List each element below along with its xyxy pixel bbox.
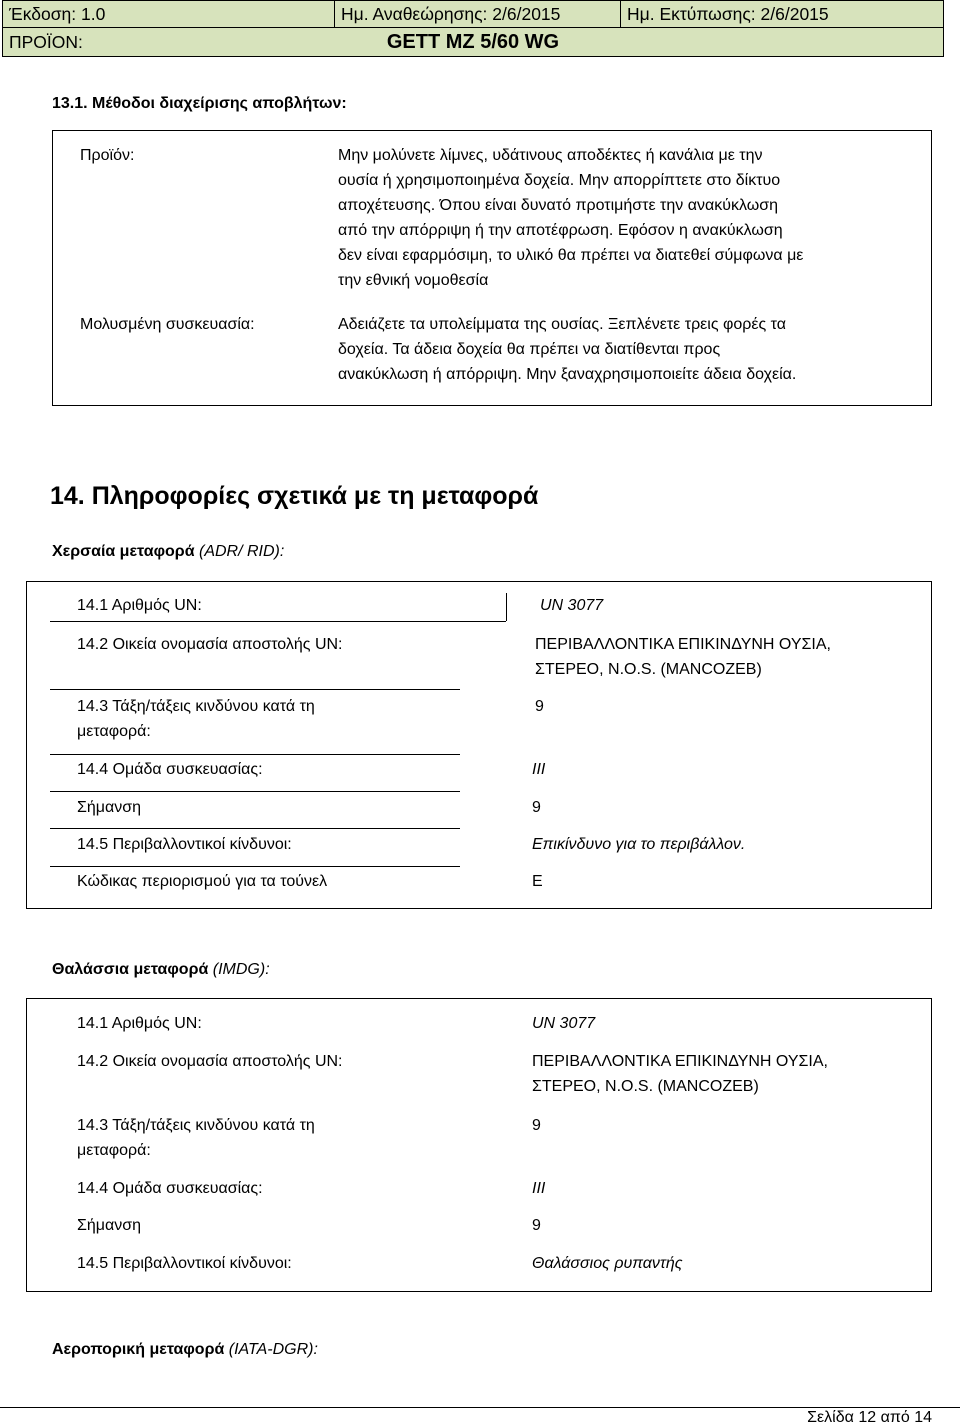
sea-mark-value: 9 bbox=[532, 1217, 541, 1234]
sea-transport-heading bbox=[52, 961, 270, 979]
land-mark-value: 9 bbox=[532, 799, 541, 816]
sea-heading-bold: Θαλάσσια μεταφορά bbox=[52, 961, 209, 978]
land-un-label: 14.1 Αριθμός UN: bbox=[77, 597, 202, 614]
header-row-2 bbox=[2, 27, 944, 57]
sea-name-value: ΣΤΕΡΕΟ, N.O.S. (MANCOZEB) bbox=[532, 1078, 759, 1095]
sea-name-value: ΠΕΡΙΒΑΛΛΟΝΤΙΚΑ ΕΠΙΚΙΝΔΥΝΗ ΟΥΣΙΑ, bbox=[532, 1053, 828, 1070]
header-divider bbox=[620, 1, 621, 27]
air-heading-bold: Αεροπορική μεταφορά bbox=[52, 1341, 225, 1358]
sea-un-value: UN 3077 bbox=[532, 1015, 596, 1032]
product-line: από την απόρριψη ή την αποτέφρωση. Εφόσον η ανακύκλωση bbox=[338, 222, 783, 239]
section-13-title: 13.1. Μέθοδοι διαχείρισης αποβλήτων: bbox=[52, 95, 347, 112]
packaging-line: ανακύκλωση ή απόρριψη. Μην ξαναχρησιμοποιείτε άδεια δοχεία. bbox=[338, 366, 797, 383]
land-group-value: III bbox=[532, 761, 546, 778]
air-heading-italic: (IATA-DGR): bbox=[228, 1341, 318, 1358]
waste-methods-box bbox=[52, 130, 932, 406]
product-label: ΠΡΟΪΟΝ: bbox=[9, 31, 83, 52]
row-divider bbox=[50, 828, 460, 829]
land-class-label: 14.3 Τάξη/τάξεις κινδύνου κατά τη bbox=[77, 698, 315, 715]
sea-class-value: 9 bbox=[532, 1117, 541, 1134]
land-env-label: 14.5 Περιβαλλοντικοί κίνδυνοι: bbox=[77, 836, 292, 853]
page-number: Σελίδα 12 από 14 bbox=[807, 1409, 932, 1426]
product-line: την εθνική νομοθεσία bbox=[338, 272, 489, 289]
land-heading-bold: Χερσαία μεταφορά bbox=[52, 543, 195, 560]
land-group-label: 14.4 Ομάδα συσκευασίας: bbox=[77, 761, 263, 778]
packaging-line: δοχεία. Τα άδεια δοχεία θα πρέπει να διατίθενται προς bbox=[338, 341, 721, 358]
revision-date: Ημ. Αναθεώρησης: 2/6/2015 bbox=[341, 3, 561, 24]
land-env-value: Επικίνδυνο για το περιβάλλον. bbox=[532, 836, 746, 853]
row-divider bbox=[50, 791, 460, 792]
row-divider bbox=[50, 866, 460, 867]
product-label: Προϊόν: bbox=[80, 147, 135, 164]
row-divider bbox=[50, 621, 506, 622]
row-divider bbox=[50, 689, 460, 690]
packaging-label: Μολυσμένη συσκευασία: bbox=[80, 316, 255, 333]
product-line: ουσία ή χρησιμοποιημένα δοχεία. Μην απορρίπτετε στο δίκτυο bbox=[338, 172, 781, 189]
section-14-title: 14. Πληροφορίες σχετικά με τη μεταφορά bbox=[50, 482, 539, 510]
land-tunnel-value: E bbox=[532, 873, 543, 890]
product-name: GETT MZ 5/60 WG bbox=[386, 30, 560, 53]
sea-transport-table bbox=[26, 998, 932, 1292]
header-row-1 bbox=[2, 0, 944, 28]
sea-mark-label: Σήμανση bbox=[77, 1217, 142, 1234]
sea-env-value: Θαλάσσιος ρυπαντής bbox=[532, 1255, 683, 1272]
land-class-label: μεταφορά: bbox=[77, 723, 151, 740]
print-date: Ημ. Εκτύπωσης: 2/6/2015 bbox=[627, 3, 829, 24]
header-divider bbox=[334, 1, 335, 27]
land-name-value: ΠΕΡΙΒΑΛΛΟΝΤΙΚΑ ΕΠΙΚΙΝΔΥΝΗ ΟΥΣΙΑ, bbox=[535, 636, 831, 653]
sea-un-label: 14.1 Αριθμός UN: bbox=[77, 1015, 202, 1032]
edition-label: Έκδοση: 1.0 bbox=[9, 3, 106, 24]
footer-divider bbox=[0, 1407, 960, 1408]
packaging-line: Αδειάζετε τα υπολείμματα της ουσίας. Ξεπλένετε τρεις φορές τα bbox=[338, 316, 787, 333]
sea-class-label: μεταφορά: bbox=[77, 1142, 151, 1159]
land-mark-label: Σήμανση bbox=[77, 799, 142, 816]
product-line: δεν είναι εφαρμόσιμη, το υλικό θα πρέπει να διατεθεί σύμφωνα με bbox=[338, 247, 804, 264]
air-transport-heading bbox=[52, 1341, 318, 1359]
product-line: Μην μολύνετε λίμνες, υδάτινους αποδέκτες ή κανάλια με την bbox=[338, 147, 763, 164]
sea-group-value: III bbox=[532, 1180, 546, 1197]
sea-heading-italic: (IMDG): bbox=[212, 961, 270, 978]
land-heading-italic: (ADR/ RID): bbox=[199, 543, 285, 560]
sea-name-label: 14.2 Οικεία ονομασία αποστολής UN: bbox=[77, 1053, 343, 1070]
product-line: αποχέτευσης. Όπου είναι δυνατό προτιμήστε την ανακύκλωση bbox=[338, 197, 778, 214]
land-un-value: UN 3077 bbox=[540, 597, 604, 614]
land-tunnel-label: Κώδικας περιορισμού για τα τούνελ bbox=[77, 873, 328, 890]
sea-group-label: 14.4 Ομάδα συσκευασίας: bbox=[77, 1180, 263, 1197]
sea-env-label: 14.5 Περιβαλλοντικοί κίνδυνοι: bbox=[77, 1255, 292, 1272]
sea-class-label: 14.3 Τάξη/τάξεις κινδύνου κατά τη bbox=[77, 1117, 315, 1134]
row-divider bbox=[50, 754, 460, 755]
land-name-label: 14.2 Οικεία ονομασία αποστολής UN: bbox=[77, 636, 343, 653]
row-divider bbox=[506, 593, 507, 621]
land-transport-table bbox=[26, 581, 932, 909]
land-name-value: ΣΤΕΡΕΟ, N.O.S. (MANCOZEB) bbox=[535, 661, 762, 678]
land-transport-heading bbox=[52, 543, 284, 561]
land-class-value: 9 bbox=[535, 698, 544, 715]
